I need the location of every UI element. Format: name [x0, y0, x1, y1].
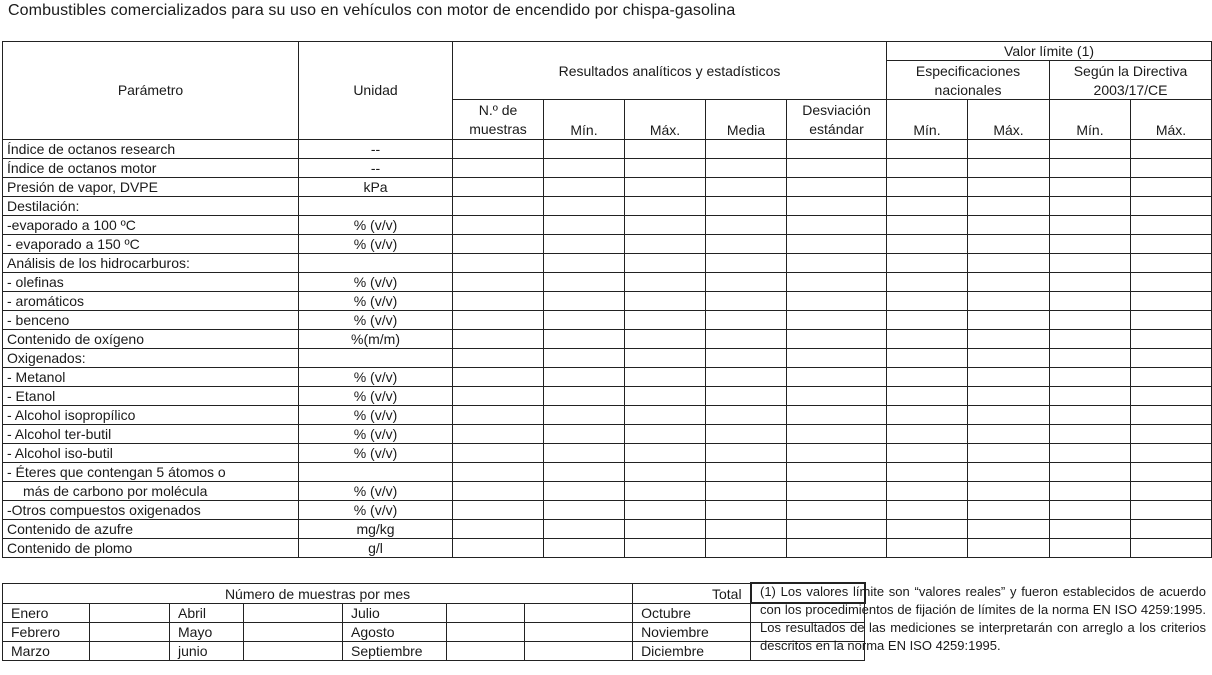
value-cell[interactable] [787, 443, 887, 462]
value-cell[interactable] [1050, 329, 1131, 348]
parameter-unit: % (v/v) [299, 310, 453, 329]
value-cell[interactable] [544, 538, 625, 557]
value-cell[interactable] [706, 291, 787, 310]
value-cell[interactable] [544, 481, 625, 500]
month-value-cell[interactable] [90, 623, 170, 642]
value-cell[interactable] [453, 367, 544, 386]
value-cell[interactable] [625, 386, 706, 405]
parameter-label: Contenido de azufre [3, 519, 299, 538]
value-cell[interactable] [887, 215, 968, 234]
value-cell[interactable] [706, 348, 787, 367]
parameter-label: - Éteres que contengan 5 átomos o [3, 462, 299, 481]
value-cell[interactable] [706, 443, 787, 462]
value-cell[interactable] [1050, 424, 1131, 443]
month-value-cell[interactable] [447, 603, 525, 623]
parameter-unit: % (v/v) [299, 272, 453, 291]
month-value-cell[interactable] [90, 603, 170, 623]
value-cell[interactable] [968, 538, 1050, 557]
parameter-label: - Alcohol isopropílico [3, 405, 299, 424]
parameter-unit: % (v/v) [299, 234, 453, 253]
month-value-cell[interactable] [244, 603, 343, 623]
value-cell[interactable] [887, 139, 968, 158]
value-cell[interactable] [968, 253, 1050, 272]
value-cell[interactable] [968, 386, 1050, 405]
value-cell[interactable] [453, 310, 544, 329]
value-cell[interactable] [544, 367, 625, 386]
value-cell[interactable] [706, 519, 787, 538]
value-cell[interactable] [706, 158, 787, 177]
value-cell[interactable] [887, 538, 968, 557]
parameter-unit: % (v/v) [299, 481, 453, 500]
value-cell[interactable] [1050, 177, 1131, 196]
value-cell[interactable] [1050, 405, 1131, 424]
parameter-unit: g/l [299, 538, 453, 557]
month-label: Agosto [343, 623, 447, 642]
value-cell[interactable] [625, 310, 706, 329]
value-cell[interactable] [968, 424, 1050, 443]
value-cell[interactable] [968, 215, 1050, 234]
parameter-unit: % (v/v) [299, 443, 453, 462]
month-label: Noviembre [633, 623, 751, 642]
value-cell[interactable] [887, 158, 968, 177]
value-cell[interactable] [453, 158, 544, 177]
parameter-group-label: Análisis de los hidrocarburos: [3, 253, 299, 272]
parameter-label: - benceno [3, 310, 299, 329]
value-cell[interactable] [887, 519, 968, 538]
parameter-group-label: Destilación: [3, 196, 299, 215]
value-cell[interactable] [544, 139, 625, 158]
value-cell[interactable] [1050, 253, 1131, 272]
month-label: Marzo [3, 642, 90, 661]
value-cell[interactable] [453, 329, 544, 348]
parameter-label: - Metanol [3, 367, 299, 386]
value-cell[interactable] [1131, 291, 1212, 310]
value-cell[interactable] [625, 291, 706, 310]
month-label: junio [170, 642, 244, 661]
value-cell[interactable] [706, 177, 787, 196]
parameter-label [3, 481, 299, 500]
value-cell[interactable] [706, 462, 787, 481]
monthly-header: Número de muestras por mes [3, 583, 633, 603]
page-title: Combustibles comercializados para su uso en vehículos con motor de encendido por chispa-gasolina [8, 2, 736, 19]
parameter-unit [299, 196, 453, 215]
header-desviacion: Desviación estándar [787, 100, 887, 139]
value-cell[interactable] [1050, 215, 1131, 234]
value-cell[interactable] [1050, 538, 1131, 557]
value-cell[interactable] [787, 158, 887, 177]
value-cell[interactable] [625, 519, 706, 538]
value-cell[interactable] [625, 348, 706, 367]
value-cell[interactable] [706, 196, 787, 215]
value-cell[interactable] [544, 272, 625, 291]
value-cell[interactable] [1131, 443, 1212, 462]
value-cell[interactable] [706, 405, 787, 424]
value-cell[interactable] [968, 177, 1050, 196]
value-cell[interactable] [544, 329, 625, 348]
value-cell[interactable] [887, 272, 968, 291]
header-parametro: Parámetro [3, 42, 299, 140]
value-cell[interactable] [453, 234, 544, 253]
value-cell[interactable] [544, 405, 625, 424]
value-cell[interactable] [1050, 462, 1131, 481]
parameter-label: - evaporado a 150 ºC [3, 234, 299, 253]
parameter-label-text: más de carbono por molécula [23, 482, 208, 499]
month-label: Diciembre [633, 642, 751, 661]
results-table [2, 41, 1212, 558]
value-cell[interactable] [453, 500, 544, 519]
value-cell[interactable] [787, 234, 887, 253]
value-cell[interactable] [887, 405, 968, 424]
value-cell[interactable] [1050, 291, 1131, 310]
value-cell[interactable] [1131, 386, 1212, 405]
parameter-unit: mg/kg [299, 519, 453, 538]
value-cell[interactable] [544, 234, 625, 253]
value-cell[interactable] [1050, 272, 1131, 291]
month-value-cell[interactable] [244, 642, 343, 661]
value-cell[interactable] [625, 462, 706, 481]
value-cell[interactable] [706, 234, 787, 253]
value-cell[interactable] [787, 253, 887, 272]
value-cell[interactable] [453, 386, 544, 405]
parameter-unit: %(m/m) [299, 329, 453, 348]
value-cell[interactable] [1131, 481, 1212, 500]
value-cell[interactable] [1131, 215, 1212, 234]
value-cell[interactable] [706, 538, 787, 557]
value-cell[interactable] [1131, 310, 1212, 329]
value-cell[interactable] [887, 177, 968, 196]
value-cell[interactable] [1131, 177, 1212, 196]
value-cell[interactable] [787, 405, 887, 424]
parameter-unit [299, 348, 453, 367]
value-cell[interactable] [1131, 500, 1212, 519]
value-cell[interactable] [544, 196, 625, 215]
month-label: Abril [170, 603, 244, 623]
value-cell[interactable] [968, 139, 1050, 158]
value-cell[interactable] [706, 367, 787, 386]
value-cell[interactable] [787, 462, 887, 481]
value-cell[interactable] [453, 139, 544, 158]
parameter-label: Contenido de plomo [3, 538, 299, 557]
value-cell[interactable] [1131, 405, 1212, 424]
value-cell[interactable] [706, 310, 787, 329]
value-cell[interactable] [887, 310, 968, 329]
value-cell[interactable] [1050, 500, 1131, 519]
header-min: Mín. [544, 100, 625, 139]
value-cell[interactable] [625, 177, 706, 196]
value-cell[interactable] [1050, 367, 1131, 386]
parameter-unit: % (v/v) [299, 500, 453, 519]
month-label: Septiembre [343, 642, 447, 661]
month-label: Octubre [633, 603, 751, 623]
value-cell[interactable] [453, 405, 544, 424]
parameter-label: Índice de octanos research [3, 139, 299, 158]
value-cell[interactable] [453, 538, 544, 557]
parameter-unit [299, 253, 453, 272]
value-cell[interactable] [706, 272, 787, 291]
value-cell[interactable] [887, 462, 968, 481]
value-cell[interactable] [453, 253, 544, 272]
value-cell[interactable] [968, 196, 1050, 215]
month-label: Julio [343, 603, 447, 623]
parameter-unit: kPa [299, 177, 453, 196]
header-unidad: Unidad [299, 42, 453, 140]
value-cell[interactable] [787, 272, 887, 291]
value-cell[interactable] [968, 234, 1050, 253]
value-cell[interactable] [625, 234, 706, 253]
value-cell[interactable] [1050, 348, 1131, 367]
parameter-group-label: Oxigenados: [3, 348, 299, 367]
value-cell[interactable] [453, 519, 544, 538]
parameter-label: Índice de octanos motor [3, 158, 299, 177]
month-label: Mayo [170, 623, 244, 642]
value-cell[interactable] [787, 139, 887, 158]
value-cell[interactable] [887, 367, 968, 386]
value-cell[interactable] [1131, 234, 1212, 253]
value-cell[interactable] [544, 253, 625, 272]
value-cell[interactable] [887, 424, 968, 443]
parameter-unit: % (v/v) [299, 386, 453, 405]
value-cell[interactable] [625, 424, 706, 443]
value-cell[interactable] [787, 196, 887, 215]
value-cell[interactable] [453, 196, 544, 215]
value-cell[interactable] [968, 481, 1050, 500]
value-cell[interactable] [887, 386, 968, 405]
value-cell[interactable] [706, 139, 787, 158]
value-cell[interactable] [968, 519, 1050, 538]
header-dir-min: Mín. [1050, 100, 1131, 139]
value-cell[interactable] [968, 405, 1050, 424]
value-cell[interactable] [706, 253, 787, 272]
header-espec-min: Mín. [887, 100, 968, 139]
value-cell[interactable] [625, 196, 706, 215]
value-cell[interactable] [887, 234, 968, 253]
value-cell[interactable] [968, 500, 1050, 519]
parameter-unit [299, 462, 453, 481]
value-cell[interactable] [968, 291, 1050, 310]
value-cell[interactable] [706, 424, 787, 443]
value-cell[interactable] [453, 443, 544, 462]
value-cell[interactable] [1050, 310, 1131, 329]
header-especificaciones: Especificaciones nacionales [887, 61, 1050, 100]
value-cell[interactable] [453, 291, 544, 310]
value-cell[interactable] [887, 196, 968, 215]
value-cell[interactable] [968, 310, 1050, 329]
header-dir-max: Máx. [1131, 100, 1212, 139]
header-resultados: Resultados analíticos y estadísticos [453, 42, 887, 100]
value-cell[interactable] [968, 348, 1050, 367]
value-cell[interactable] [1131, 272, 1212, 291]
month-value-cell[interactable] [525, 642, 633, 661]
value-cell[interactable] [453, 272, 544, 291]
parameter-unit: -- [299, 158, 453, 177]
value-cell[interactable] [544, 310, 625, 329]
value-cell[interactable] [887, 253, 968, 272]
value-cell[interactable] [787, 310, 887, 329]
value-cell[interactable] [1131, 519, 1212, 538]
value-cell[interactable] [787, 215, 887, 234]
value-cell[interactable] [544, 462, 625, 481]
value-cell[interactable] [453, 462, 544, 481]
month-value-cell[interactable] [525, 623, 633, 642]
value-cell[interactable] [787, 481, 887, 500]
value-cell[interactable] [1050, 158, 1131, 177]
value-cell[interactable] [1131, 462, 1212, 481]
parameter-unit: % (v/v) [299, 291, 453, 310]
value-cell[interactable] [968, 329, 1050, 348]
parameter-label: -Otros compuestos oxigenados [3, 500, 299, 519]
monthly-total-label: Total [633, 583, 751, 603]
value-cell[interactable] [544, 443, 625, 462]
value-cell[interactable] [625, 158, 706, 177]
value-cell[interactable] [787, 348, 887, 367]
parameter-label: - olefinas [3, 272, 299, 291]
value-cell[interactable] [887, 500, 968, 519]
value-cell[interactable] [787, 519, 887, 538]
value-cell[interactable] [887, 348, 968, 367]
value-cell[interactable] [1131, 139, 1212, 158]
value-cell[interactable] [1050, 139, 1131, 158]
value-cell[interactable] [453, 481, 544, 500]
parameter-unit: % (v/v) [299, 405, 453, 424]
value-cell[interactable] [453, 177, 544, 196]
value-cell[interactable] [1050, 234, 1131, 253]
parameter-unit: % (v/v) [299, 367, 453, 386]
value-cell[interactable] [787, 329, 887, 348]
value-cell[interactable] [625, 481, 706, 500]
header-max: Máx. [625, 100, 706, 139]
value-cell[interactable] [787, 291, 887, 310]
value-cell[interactable] [544, 348, 625, 367]
month-label: Enero [3, 603, 90, 623]
value-cell[interactable] [1131, 348, 1212, 367]
value-cell[interactable] [787, 538, 887, 557]
month-value-cell[interactable] [90, 642, 170, 661]
value-cell[interactable] [544, 386, 625, 405]
value-cell[interactable] [544, 424, 625, 443]
header-n-muestras: N.º de muestras [453, 100, 544, 139]
value-cell[interactable] [887, 443, 968, 462]
value-cell[interactable] [1050, 196, 1131, 215]
month-value-cell[interactable] [244, 623, 343, 642]
parameter-label: Contenido de oxígeno [3, 329, 299, 348]
value-cell[interactable] [1050, 481, 1131, 500]
footnote: (1) Los valores límite son “valores reales” y fueron establecidos de acuerdo con los procedimientos de fijación de límites de la norma EN ISO 4259:1995. Los resultados de las mediciones se interpretarán con arreglo a los criterios descritos en la norma EN ISO 4259:1995. [760, 584, 1206, 653]
value-cell[interactable] [625, 443, 706, 462]
value-cell[interactable] [625, 367, 706, 386]
value-cell[interactable] [1131, 253, 1212, 272]
value-cell[interactable] [625, 329, 706, 348]
value-cell[interactable] [887, 481, 968, 500]
value-cell[interactable] [1131, 329, 1212, 348]
value-cell[interactable] [787, 386, 887, 405]
value-cell[interactable] [887, 291, 968, 310]
value-cell[interactable] [544, 158, 625, 177]
value-cell[interactable] [706, 329, 787, 348]
header-espec-max: Máx. [968, 100, 1050, 139]
value-cell[interactable] [787, 177, 887, 196]
value-cell[interactable] [787, 424, 887, 443]
value-cell[interactable] [544, 215, 625, 234]
month-value-cell[interactable] [447, 623, 525, 642]
month-value-cell[interactable] [447, 642, 525, 661]
value-cell[interactable] [544, 177, 625, 196]
parameter-label: - Alcohol iso-butil [3, 443, 299, 462]
value-cell[interactable] [787, 500, 887, 519]
value-cell[interactable] [887, 329, 968, 348]
header-directiva: Según la Directiva 2003/17/CE [1050, 61, 1212, 100]
value-cell[interactable] [453, 348, 544, 367]
value-cell[interactable] [625, 253, 706, 272]
value-cell[interactable] [544, 291, 625, 310]
value-cell[interactable] [1131, 367, 1212, 386]
value-cell[interactable] [1131, 158, 1212, 177]
value-cell[interactable] [706, 481, 787, 500]
monthly-samples-table [2, 582, 866, 661]
value-cell[interactable] [625, 272, 706, 291]
month-value-cell[interactable] [525, 603, 633, 623]
value-cell[interactable] [1131, 196, 1212, 215]
value-cell[interactable] [1050, 519, 1131, 538]
parameter-label: - Alcohol ter-butil [3, 424, 299, 443]
parameter-label: - Etanol [3, 386, 299, 405]
parameter-unit: -- [299, 139, 453, 158]
value-cell[interactable] [968, 158, 1050, 177]
value-cell[interactable] [544, 519, 625, 538]
value-cell[interactable] [453, 424, 544, 443]
value-cell[interactable] [968, 367, 1050, 386]
value-cell[interactable] [968, 272, 1050, 291]
value-cell[interactable] [625, 405, 706, 424]
parameter-label: -evaporado a 100 ºC [3, 215, 299, 234]
value-cell[interactable] [706, 500, 787, 519]
value-cell[interactable] [1131, 538, 1212, 557]
value-cell[interactable] [625, 500, 706, 519]
value-cell[interactable] [453, 215, 544, 234]
value-cell[interactable] [706, 215, 787, 234]
value-cell[interactable] [1050, 443, 1131, 462]
value-cell[interactable] [787, 367, 887, 386]
parameter-label: - aromáticos [3, 291, 299, 310]
parameter-label: Presión de vapor, DVPE [3, 177, 299, 196]
value-cell[interactable] [968, 462, 1050, 481]
month-label: Febrero [3, 623, 90, 642]
value-cell[interactable] [1131, 424, 1212, 443]
value-cell[interactable] [706, 386, 787, 405]
parameter-unit: % (v/v) [299, 424, 453, 443]
value-cell[interactable] [625, 139, 706, 158]
value-cell[interactable] [544, 500, 625, 519]
value-cell[interactable] [968, 443, 1050, 462]
header-media: Media [706, 100, 787, 139]
header-valor-limite: Valor límite (1) [887, 42, 1212, 61]
value-cell[interactable] [625, 538, 706, 557]
parameter-unit: % (v/v) [299, 215, 453, 234]
value-cell[interactable] [625, 215, 706, 234]
value-cell[interactable] [1050, 386, 1131, 405]
